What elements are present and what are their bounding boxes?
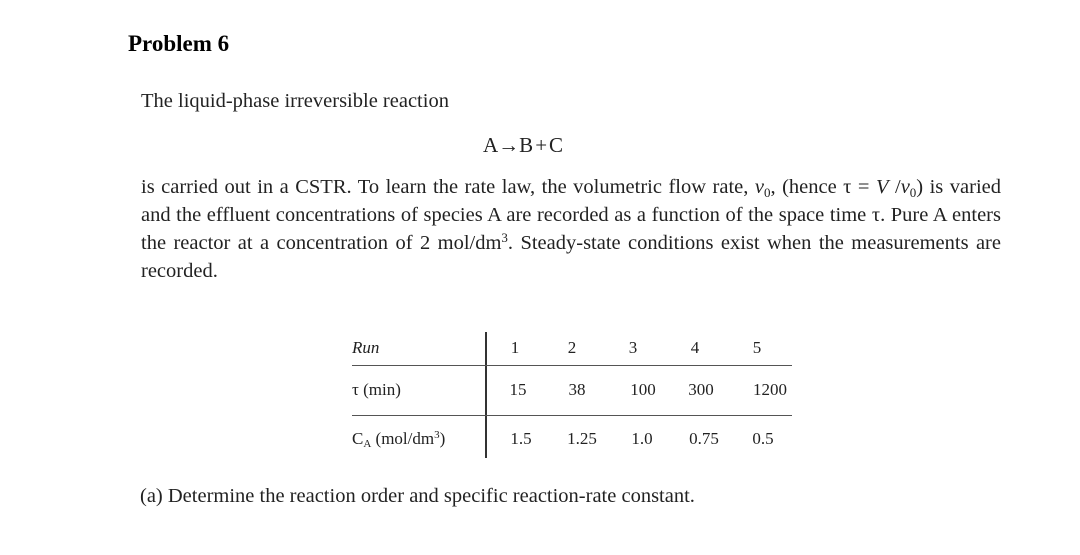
- reactant-a: A: [483, 133, 499, 157]
- run-cell: 2: [567, 338, 577, 357]
- tau-cell: 38: [568, 380, 586, 399]
- problem-paragraph: is carried out in a CSTR. To learn the rate law, the volumetric flow rate, $v_0$, (hence τ = V $/v_0$) is varied and the effluent concentrations of species A are recorded as a function of the space time τ. Pure A enters the reactor at a concentration of 2 mol/$dm^3$. Steady-state conditions exist when the measurements are recorded.: [141, 176, 1001, 282]
- tau-cell: 100: [630, 380, 656, 399]
- reaction-arrow: →: [498, 133, 520, 157]
- question-a: (a) Determine the reaction order and specific reaction-rate constant.: [140, 485, 695, 507]
- ca-cell: 1.0: [631, 429, 653, 448]
- table-rule-2: [352, 415, 792, 416]
- plus-sign: +: [535, 133, 548, 157]
- row-label-run: Run: [352, 338, 380, 357]
- row-label-ca: $C_A$ $(mol/dm^3)$: [352, 429, 446, 450]
- tau-cell: 300: [688, 380, 714, 399]
- ca-cell: 0.5: [752, 429, 774, 448]
- ca-cell: 1.5: [510, 429, 532, 448]
- ca-cell: 0.75: [689, 429, 719, 448]
- table-rule-1: [352, 365, 792, 366]
- run-cell: 5: [752, 338, 762, 357]
- data-table: [352, 328, 792, 460]
- run-cell: 3: [628, 338, 638, 357]
- intro-text: The liquid-phase irreversible reaction: [141, 90, 449, 112]
- tau-cell: 1200: [753, 380, 787, 399]
- row-label-tau: τ (min): [352, 380, 401, 399]
- reaction-equation: [483, 133, 563, 158]
- product-b: B: [519, 133, 534, 157]
- problem-title: Problem 6: [128, 31, 230, 56]
- tau-cell: 15: [509, 380, 527, 399]
- product-c: C: [549, 133, 564, 157]
- table-vertical-rule: [485, 332, 487, 458]
- ca-cell: 1.25: [567, 429, 597, 448]
- run-cell: 1: [510, 338, 520, 357]
- run-cell: 4: [690, 338, 700, 357]
